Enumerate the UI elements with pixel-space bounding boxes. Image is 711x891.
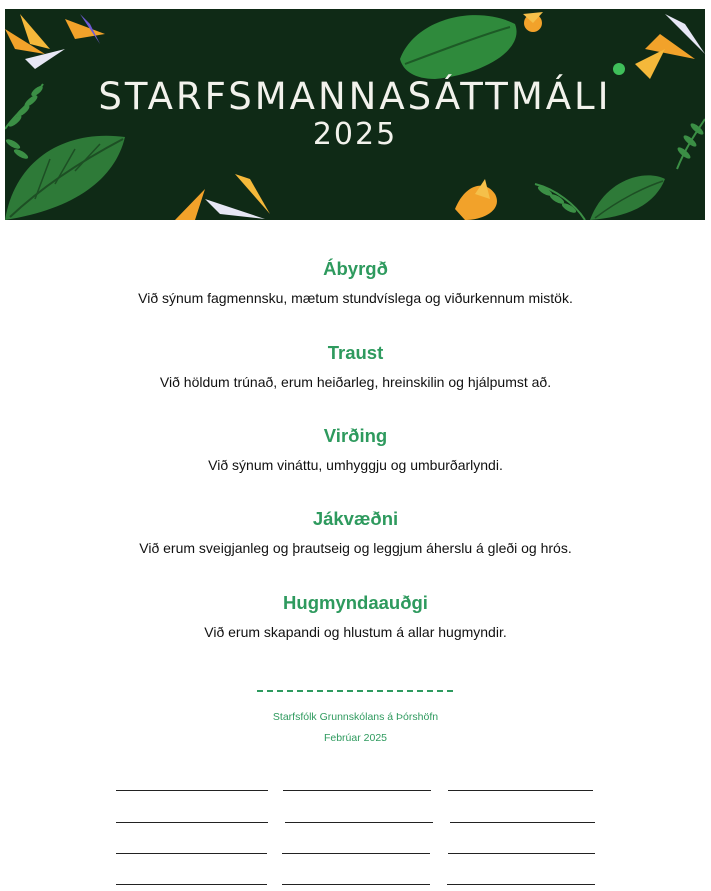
value-section-abyrgd <box>0 258 711 306</box>
signature-line[interactable] <box>116 853 267 854</box>
value-heading: Jákvæðni <box>312 508 399 529</box>
palm-leaf-icon <box>590 175 665 220</box>
signed-by-text: Starfsfólk Grunnskólans á Þórshöfn <box>272 711 439 723</box>
signature-line[interactable] <box>447 884 595 885</box>
signature-date: Febrúar 2025 <box>323 732 388 744</box>
value-heading: Traust <box>327 342 384 363</box>
value-section-virding <box>0 425 711 473</box>
value-section-hugmyndaaudgi <box>0 592 711 640</box>
value-description: Við erum skapandi og hlustum á allar hugmyndir. <box>204 624 507 640</box>
signature-line[interactable] <box>116 884 267 885</box>
value-description: Við sýnum vináttu, umhyggju og umburðarlyndi. <box>208 457 503 473</box>
bird-of-paradise-flower-icon <box>5 14 105 69</box>
value-heading: Hugmyndaauðgi <box>283 592 428 613</box>
banner-title: STARFSMANNASÁTTMÁLI <box>98 75 612 118</box>
signature-line[interactable] <box>282 853 430 854</box>
value-heading: Ábyrgð <box>323 258 388 279</box>
orange-flower-icon <box>455 179 497 220</box>
signature-line[interactable] <box>283 790 431 791</box>
signature-line[interactable] <box>448 853 595 854</box>
value-description: Við höldum trúnað, erum heiðarleg, hreinskilin og hjálpumst að. <box>159 374 552 390</box>
value-description: Við erum sveigjanleg og þrautseig og leggjum áherslu á gleði og hrós. <box>139 540 572 556</box>
bird-of-paradise-flower-icon <box>175 174 270 220</box>
orange-flower-icon <box>523 12 543 32</box>
value-heading: Virðing <box>323 425 388 446</box>
header-banner <box>5 9 705 220</box>
bird-of-paradise-flower-icon <box>635 14 705 79</box>
signature-line[interactable] <box>448 790 593 791</box>
signature-line[interactable] <box>450 822 595 823</box>
signature-line[interactable] <box>116 790 268 791</box>
monstera-leaf-icon <box>400 15 517 79</box>
value-section-jakvaedni <box>0 508 711 556</box>
signature-line[interactable] <box>116 822 268 823</box>
dashed-divider <box>257 690 453 692</box>
value-section-traust <box>0 342 711 390</box>
value-description: Við sýnum fagmennsku, mætum stundvíslega og viðurkennum mistök. <box>138 290 573 306</box>
fern-icon <box>535 184 585 220</box>
green-dot-icon <box>613 63 625 75</box>
banner-year: 2025 <box>312 117 398 152</box>
signature-line[interactable] <box>282 884 430 885</box>
signature-line[interactable] <box>285 822 433 823</box>
